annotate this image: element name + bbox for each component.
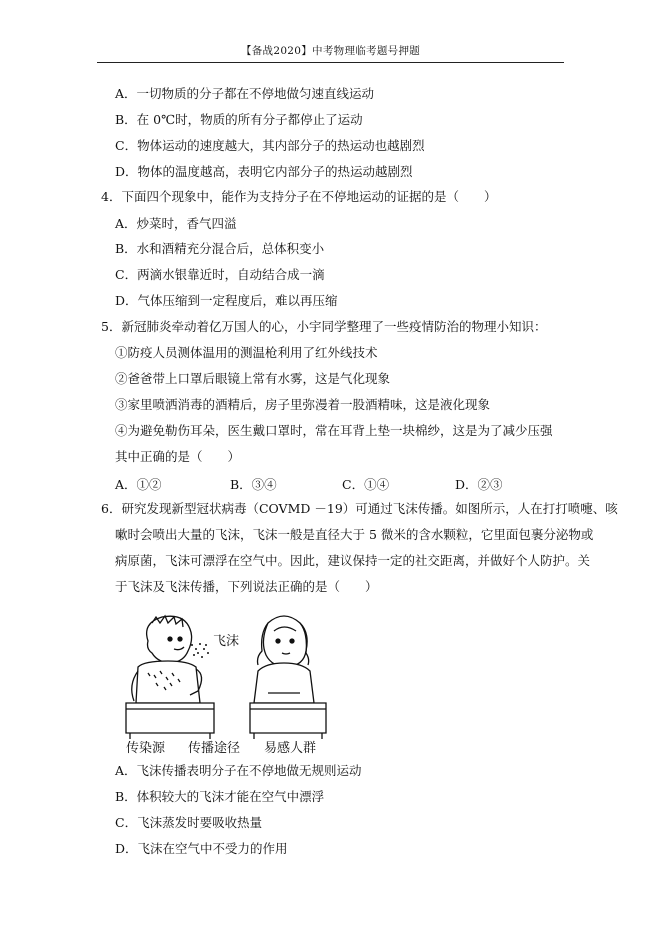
droplet-spray [191,643,209,658]
q6-stem-line-2: 嗽时会喷出大量的飞沫，飞沫一般是直径大于 5 微米的含水颗粒，它里面包裹分泌物或 [115,527,594,542]
q4-option-a: A．炒菜时，香气四溢 [115,216,237,231]
q5-option-c: C．①④ [342,477,390,492]
q4-option-b: B．水和酒精充分混合后，总体积变小 [115,241,325,256]
figure-illustration [118,609,328,754]
q6-stem-line-1: 6．研究发现新型冠状病毒（COVMD －19）可通过飞沫传播。如图所示，人在打打喷嚏、咳 [101,501,618,516]
page-header: 【备战2020】中考物理临考题号押题 [97,42,564,63]
q6-option-c: C．飞沫蒸发时要吸收热量 [115,815,263,830]
caption-susceptible-population: 易感人群 [264,741,317,754]
q6-option-a: A．飞沫传播表明分子在不停地做无规则运动 [115,763,362,778]
q6-stem-line-3: 病原菌，飞沫可漂浮在空气中。因此，建议保持一定的社交距离，并做好个人防护。关 [115,553,591,568]
q6-option-b: B．体积较大的飞沫才能在空气中漂浮 [115,789,325,804]
q5-options-row [115,475,555,491]
q5-statement-1: ①防疫人员测体温用的测温枪利用了红外线技术 [115,345,378,360]
q6-stem-line-4: 于飞沫及飞沫传播，下列说法正确的是（ ） [115,579,378,594]
q5-option-a: A．①② [115,477,162,492]
caption-infection-source: 传染源 [126,741,166,754]
q5-option-b: B．③④ [230,477,277,492]
q3-option-a: A．一切物质的分子都在不停地做匀速直线运动 [115,86,375,101]
droplet-label: 飞沫 [213,634,240,649]
q4-option-d: D．气体压缩到一定程度后，难以再压缩 [115,293,338,308]
infected-person-drawing [126,616,214,739]
q5-statement-2: ②爸爸带上口罩后眼镜上常有水雾，这是气化现象 [115,371,391,386]
susceptible-person-drawing [250,616,326,739]
q3-option-d: D．物体的温度越高，表明它内部分子的热运动越剧烈 [115,164,413,179]
q3-option-c: C．物体运动的速度越大，其内部分子的热运动也越剧烈 [115,138,425,153]
q5-prompt: 其中正确的是（ ） [115,449,241,464]
droplet-transmission-figure [118,609,328,754]
q4-option-c: C．两滴水银靠近时，自动结合成一滴 [115,267,325,282]
q4-stem: 4．下面四个现象中，能作为支持分子在不停地运动的证据的是（ ） [101,189,497,204]
q5-option-d: D．②③ [455,477,503,492]
q5-stem: 5．新冠肺炎牵动着亿万国人的心，小宇同学整理了一些疫情防治的物理小知识： [101,319,547,334]
q5-statement-4: ④为避免勒伤耳朵，医生戴口罩时，常在耳背上垫一块棉纱，这是为了减少压强 [115,423,553,438]
q6-option-d: D．飞沫在空气中不受力的作用 [115,841,288,856]
q3-option-b: B．在 0℃时，物质的所有分子都停止了运动 [115,112,363,127]
q5-statement-3: ③家里喷洒消毒的酒精后，房子里弥漫着一股酒精味，这是液化现象 [115,397,491,412]
caption-transmission-route: 传播途径 [188,741,241,754]
